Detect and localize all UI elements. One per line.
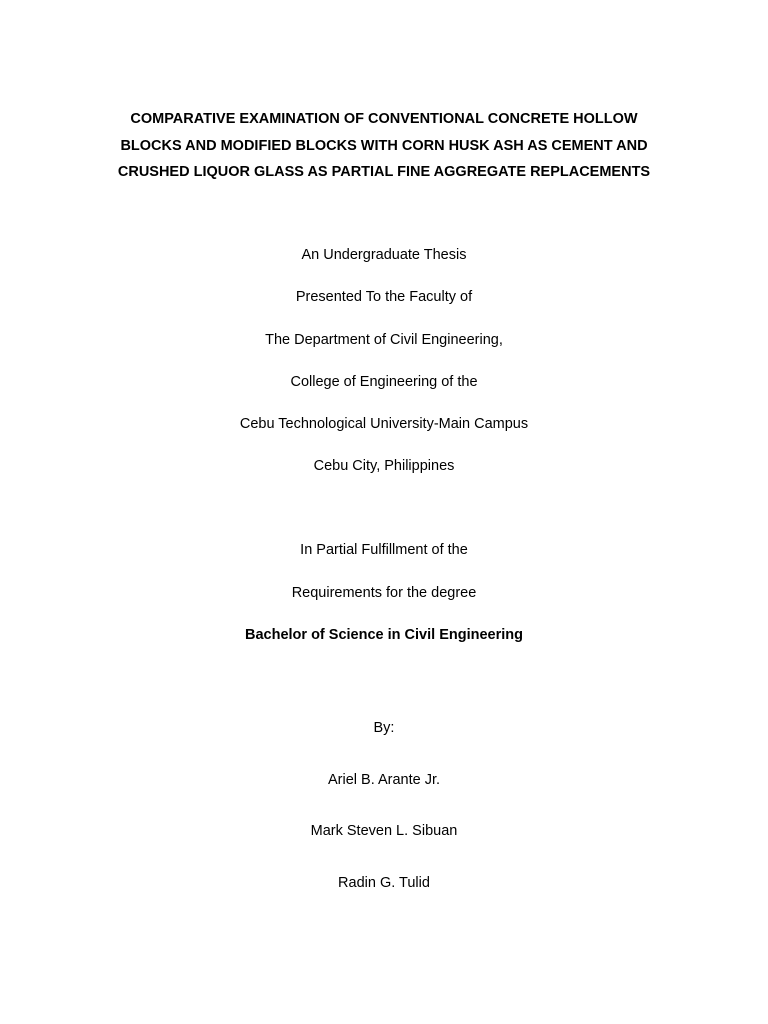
department: The Department of Civil Engineering,: [265, 332, 503, 348]
author-name: Mark Steven L. Sibuan: [310, 823, 458, 839]
author-name: Radin G. Tulid: [338, 875, 430, 891]
university: Cebu Technological University-Main Campus: [239, 416, 529, 432]
thesis-title-line-1: COMPARATIVE EXAMINATION OF CONVENTIONAL CONCRETE HOLLOW: [130, 111, 638, 127]
by-label: By:: [373, 720, 395, 736]
author-name: Ariel B. Arante Jr.: [327, 772, 441, 788]
thesis-type: An Undergraduate Thesis: [301, 247, 467, 263]
fulfillment-line-1: In Partial Fulfillment of the: [300, 542, 468, 558]
presented-to: Presented To the Faculty of: [295, 289, 473, 305]
college: College of Engineering of the: [290, 374, 478, 390]
thesis-title-line-3: CRUSHED LIQUOR GLASS AS PARTIAL FINE AGGREGATE REPLACEMENTS: [117, 164, 651, 180]
fulfillment-line-2: Requirements for the degree: [291, 585, 477, 601]
degree: Bachelor of Science in Civil Engineering: [245, 627, 523, 643]
thesis-title-line-2: BLOCKS AND MODIFIED BLOCKS WITH CORN HUSK ASH AS CEMENT AND: [120, 137, 648, 154]
thesis-title: [84, 106, 684, 186]
location: Cebu City, Philippines: [313, 458, 455, 474]
